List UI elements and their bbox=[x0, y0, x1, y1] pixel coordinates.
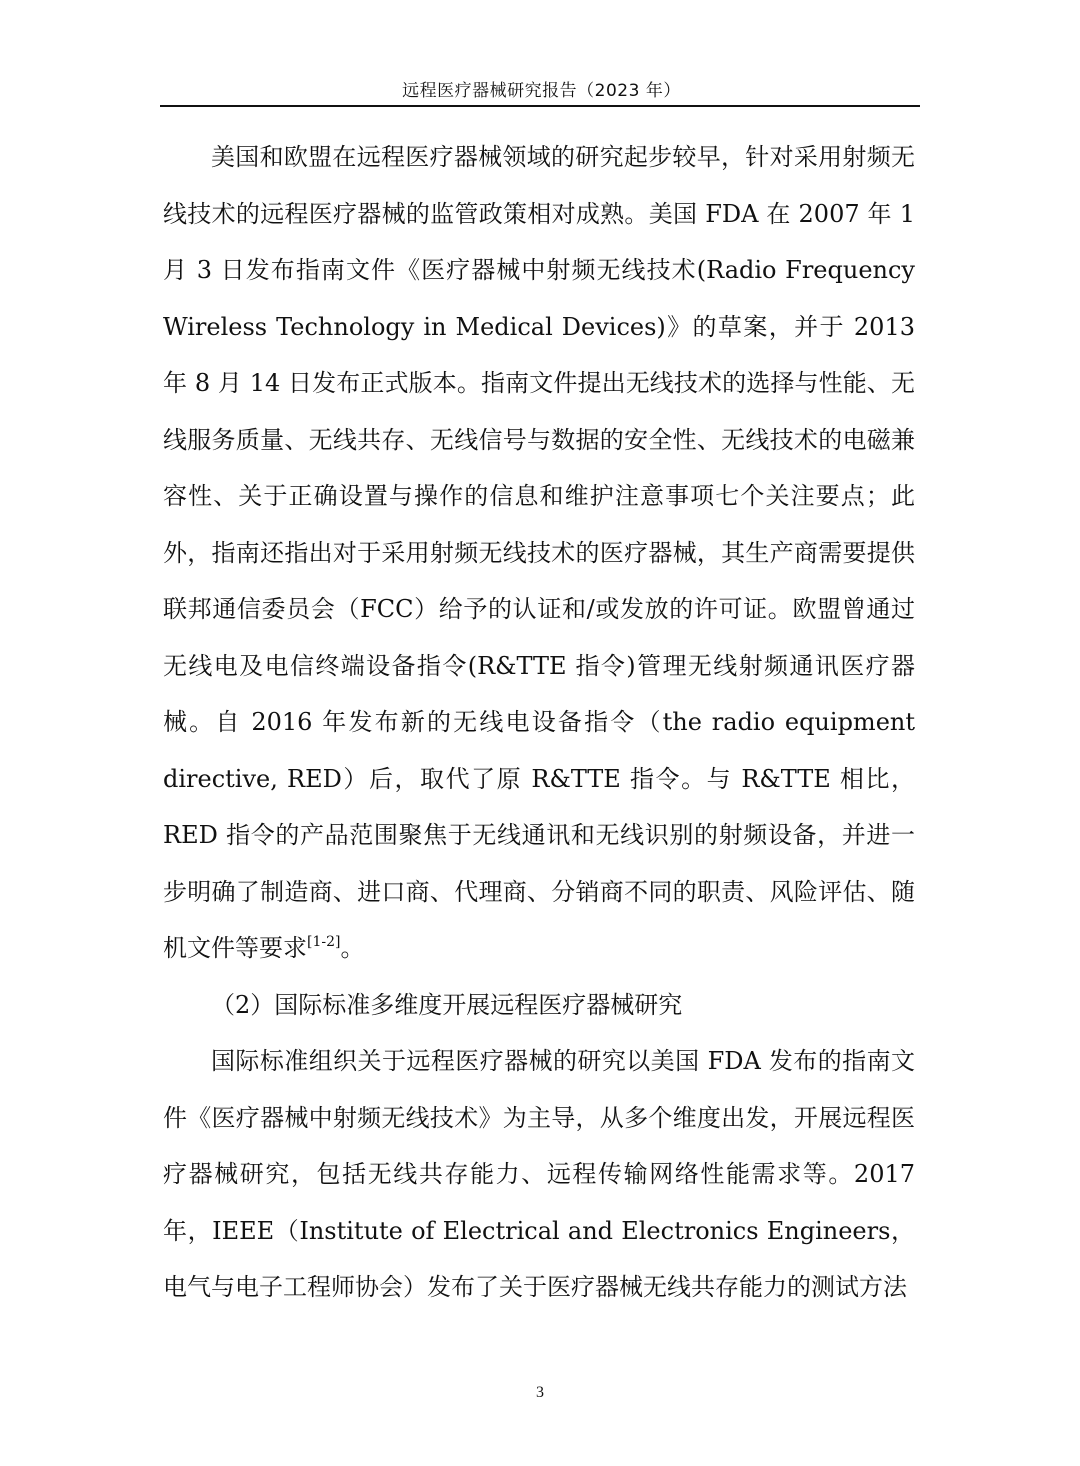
paragraph-regulation-text: 美国和欧盟在远程医疗器械领域的研究起步较早，针对采用射频无线技术的远程医疗器械的监管政策相对成熟。美国 FDA 在 2007 年 1 月 3 日发布指南文件《医疗器械中射频无线技术(Radio Frequency Wireless Technology in Medical Devices)》的草案，并于 2013 年 8 月 14 日发布正式版本。指南文件提出无线技术的选择与性能、无线服务质量、无线共存、无线信号与数据的安全性、无线技术的电磁兼容性、关于正确设置与操作的信息和维护注意事项七个关注要点；此外，指南还指出对于采用射频无线技术的医疗器械，其生产商需要提供联邦通信委员会（FCC）给予的认证和/或发放的许可证。欧盟曾通过无线电及电信终端设备指令(R&TTE 指令)管理无线射频通讯医疗器械。自 2016 年发布新的无线电设备指令（the radio equipment directive, RED）后，取代了原 R&TTE 指令。与 R&TTE 相比，RED 指令的产品范围聚焦于无线通讯和无线识别的射频设备，并进一步明确了制造商、进口商、代理商、分销商不同的职责、风险评估、随机文件等要求 bbox=[163, 143, 915, 962]
paragraph-regulation bbox=[163, 129, 915, 977]
body-text bbox=[163, 129, 915, 1316]
section-heading: （2）国际标准多维度开展远程医疗器械研究 bbox=[211, 990, 683, 1019]
running-header: 远程医疗器械研究报告（2023 年） bbox=[402, 81, 681, 101]
paragraph-standards: 国际标准组织关于远程医疗器械的研究以美国 FDA 发布的指南文件《医疗器械中射频无线技术》为主导，从多个维度出发，开展远程医疗器械研究，包括无线共存能力、远程传输网络性能需求等。2017 年，IEEE（Institute of Electrical and Electronics Engineers，电气与电子工程师协会）发布了关于医疗器械无线共存能力的测试方法 bbox=[163, 1047, 915, 1301]
citation-reference: [1-2] bbox=[307, 934, 341, 950]
header-rule bbox=[160, 105, 920, 107]
paragraph-regulation-end: 。 bbox=[340, 934, 365, 962]
page-number: 3 bbox=[536, 1384, 544, 1401]
